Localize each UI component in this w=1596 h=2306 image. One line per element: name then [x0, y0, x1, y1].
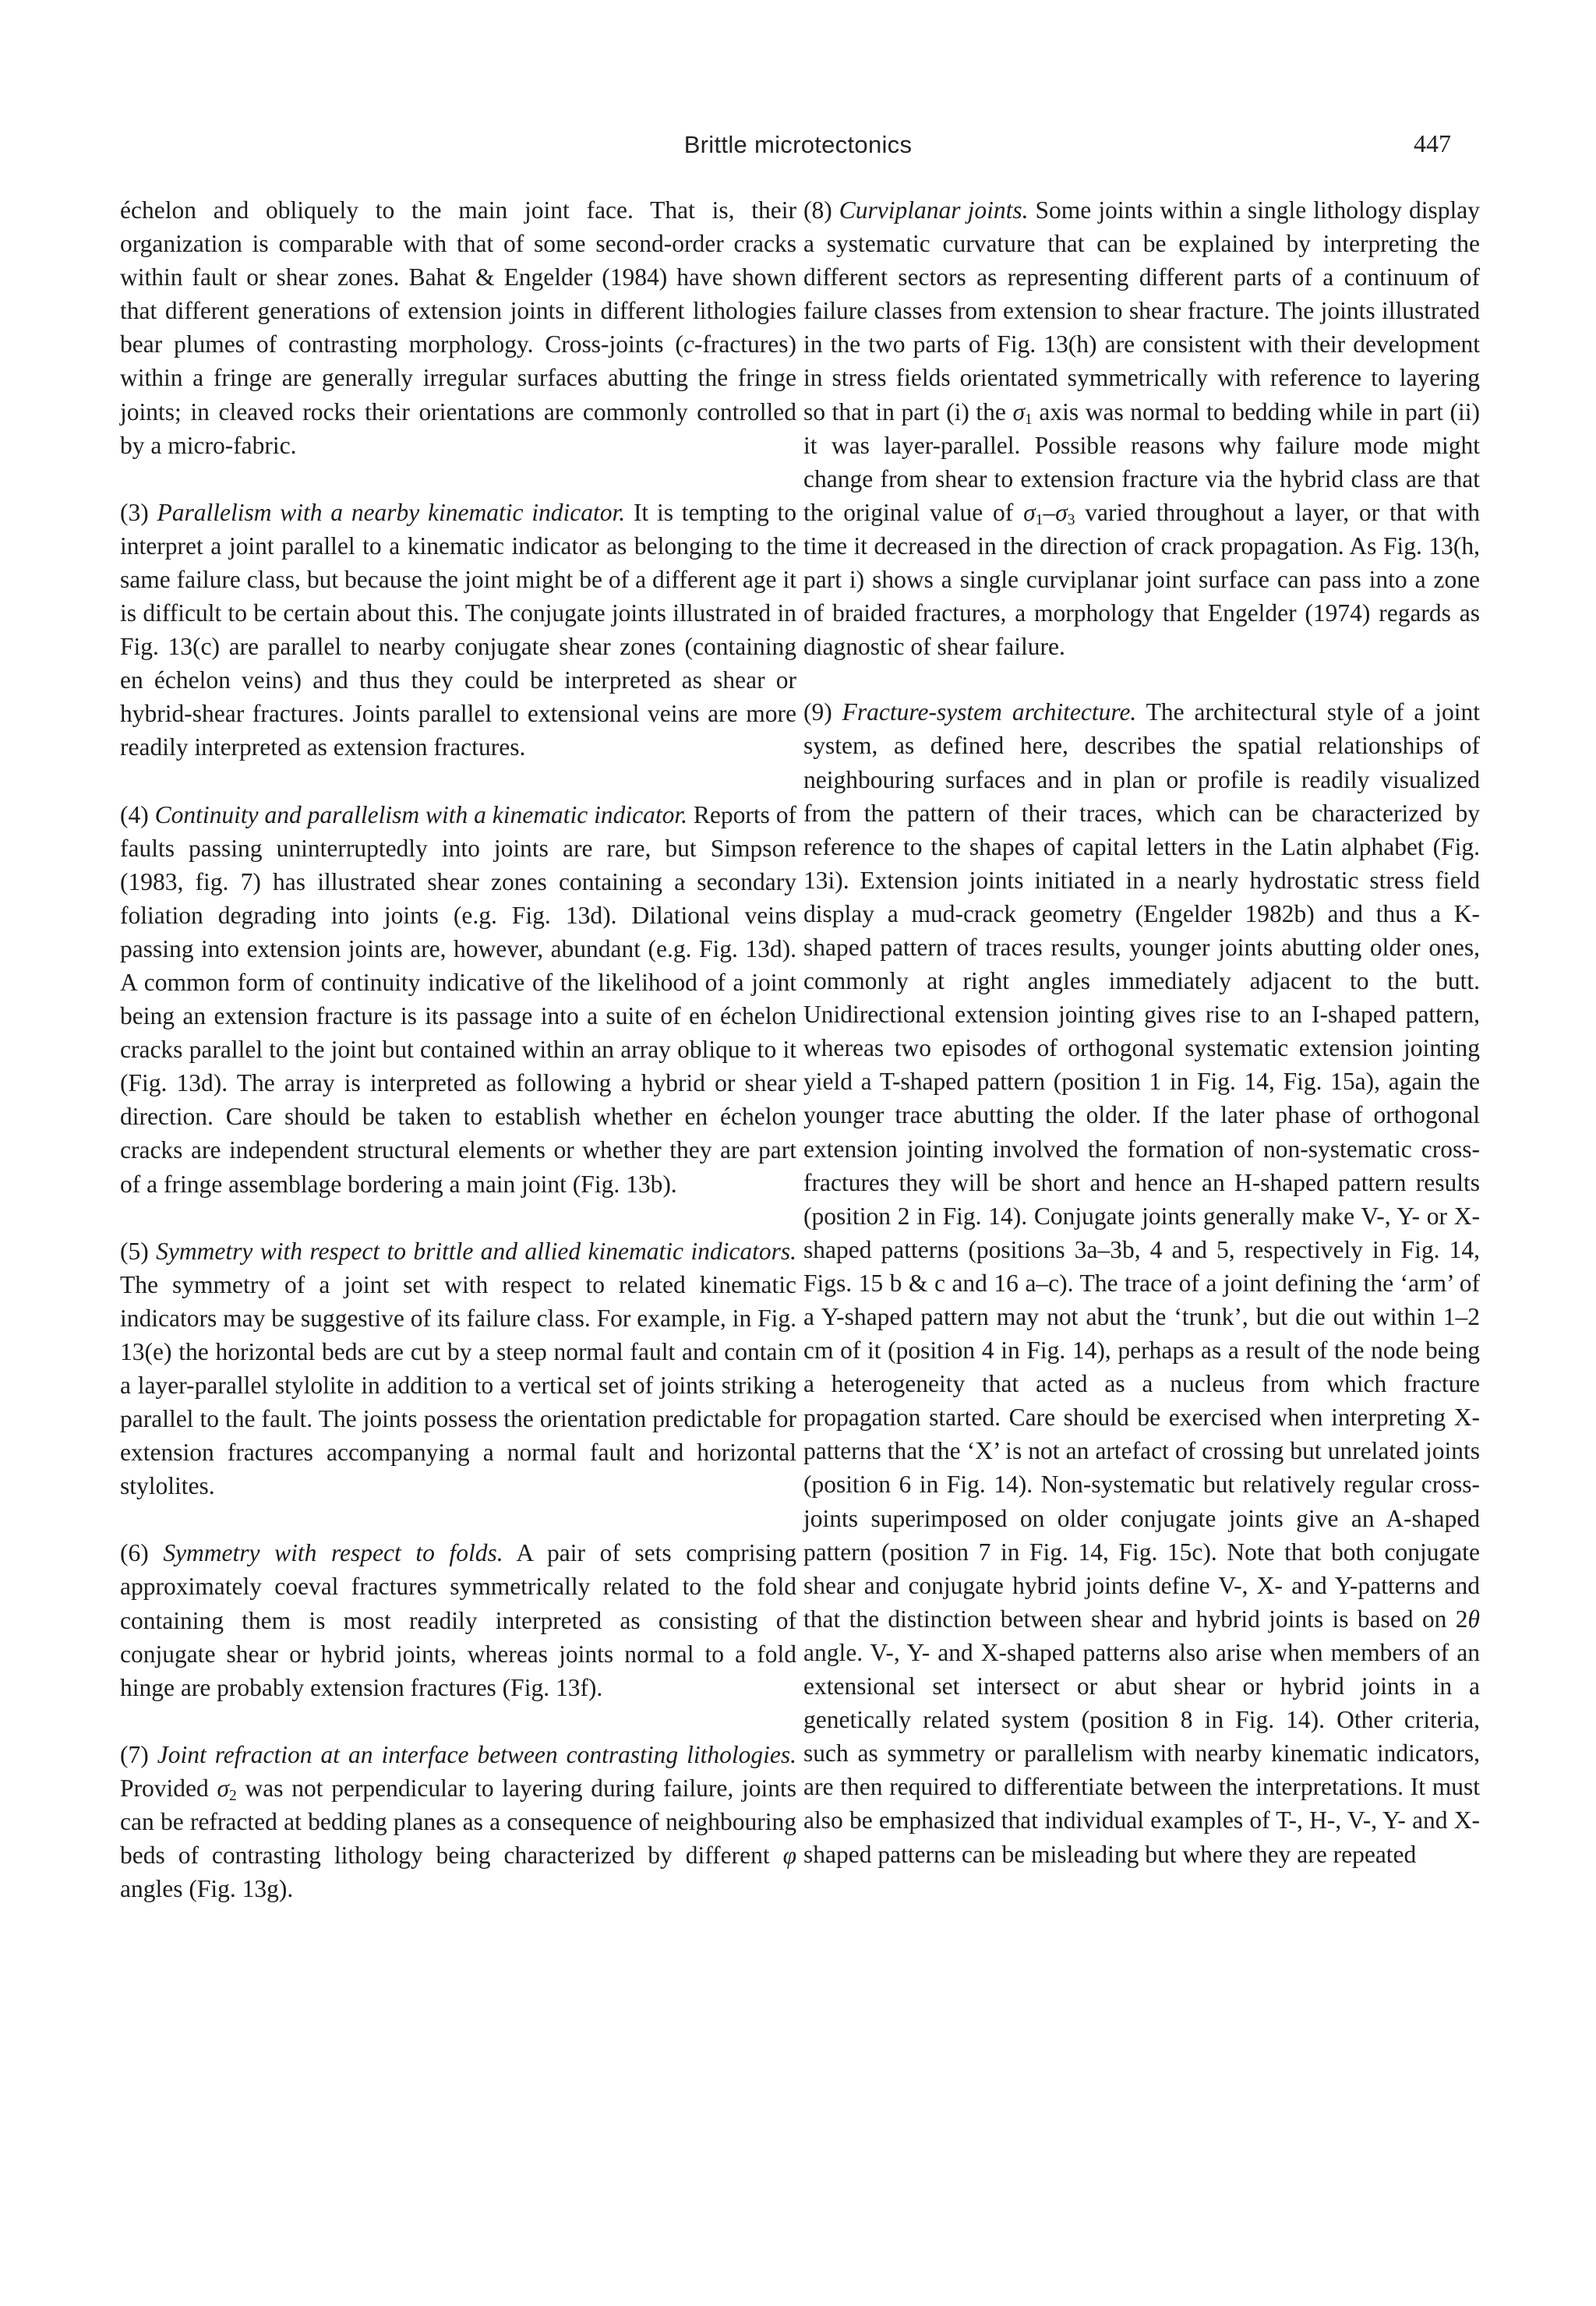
paragraph-number: (5): [120, 1237, 157, 1265]
left-column: [120, 193, 796, 1905]
paragraph-7: [120, 1738, 796, 1905]
paragraph-body-end: angles (Fig. 13g).: [120, 1875, 294, 1903]
running-title: Brittle microtectonics: [683, 131, 913, 158]
sigma-symbol: σ: [1023, 498, 1036, 526]
paragraph-3: [120, 496, 796, 765]
paragraph-heading: Continuity and parallelism with a kinematic indicator.: [154, 800, 688, 828]
paragraph-body: Provided: [120, 1774, 217, 1802]
paragraph-body: A pair of sets comprising approximately coeval fractures symmetrically related to the fold containing them is most readily interpreted as consisting of conjugate shear or hybrid joints, whereas joints normal to a fold hinge are probably extension fractures (Fig. 13f).: [120, 1539, 796, 1701]
paragraph-body-continued: was not perpendicular to layering during failure, joints can be refracted at bedding planes as a consequence of neighbouring beds of contrasting lithology being characterized by different: [120, 1774, 796, 1870]
paragraph-heading: Fracture-system architecture.: [842, 698, 1137, 726]
paragraph-body-tail: -fractures) within a fringe are generally irregular surfaces abutting the fringe joints; in cleaved rocks their orientations are commonly controlled by a micro-fabric.: [120, 330, 796, 459]
right-column: [803, 193, 1480, 1871]
sigma-subscript-3: 3: [1067, 511, 1075, 528]
sigma-symbol: σ: [1012, 397, 1026, 426]
paragraph-number: (9): [803, 698, 842, 726]
en-dash: –: [1043, 498, 1056, 526]
paragraph-8: [803, 193, 1480, 663]
paragraph-number: (4): [120, 800, 155, 828]
paragraph-body-continued: axis was normal to bedding while in part (ii) it was layer-parallel. Possible reasons why failure mode might change from shear to extension fracture via the hybrid class are that the original value of: [803, 397, 1480, 526]
sigma-subscript-1: 1: [1035, 511, 1043, 528]
paragraph-5: [120, 1234, 796, 1503]
paragraph-4: [120, 798, 796, 1201]
paragraph-body: Some joints within a single lithology display a systematic curvature that can be explained by interpreting the different sectors as representing different parts of a continuum of failure classes from extension to shear fracture. The joints illustrated in the two parts of Fig. 13(h) are consistent with their development in stress fields orientated symmetrically with reference to layering so that in part (i) the: [803, 196, 1481, 426]
paragraph-body: Reports of faults passing uninterruptedly into joints are rare, but Simpson (1983, fig. 7) has illustrated shear zones containing a secondary foliation degrading into joints (e.g. Fig. 13d). Dilational veins passing into extension joints are, however, abundant (e.g. Fig. 13d). A common form of continuity indicative of the likelihood of a joint being an extension fracture is its passage into a suite of en échelon cracks parallel to the joint but contained within an array oblique to it (Fig. 13d). The array is interpreted as following a hybrid or shear direction. Care should be taken to establish whether en échelon cracks are independent structural elements or whether they are part of a fringe assemblage bordering a main joint (Fig. 13b).: [120, 800, 797, 1198]
paragraph-heading: Curviplanar joints.: [839, 196, 1029, 224]
paragraph-9: [803, 695, 1480, 1870]
paragraph-number: (3): [120, 498, 157, 526]
sigma-symbol: σ: [1055, 498, 1068, 526]
paragraph-continuation: [120, 193, 796, 462]
paragraph-heading: Parallelism with a nearby kinematic indicator.: [157, 498, 626, 526]
phi-symbol: φ: [782, 1842, 796, 1870]
sigma-symbol: σ: [217, 1774, 230, 1802]
paragraph-heading: Symmetry with respect to brittle and allied kinematic indicators.: [156, 1237, 796, 1265]
paragraph-number: (7): [120, 1740, 157, 1768]
paragraph-body-end: varied throughout a layer, or that with time it decreased in the direction of crack propagation. As Fig. 13(h, part i) shows a single curviplanar joint surface can pass into a zone of braided fractures, a morphology that Engelder (1974) regards as diagnostic of shear failure.: [803, 498, 1480, 661]
paragraph-number: (8): [803, 196, 839, 224]
italic-c: c: [683, 330, 694, 358]
theta-symbol: θ: [1467, 1605, 1480, 1633]
sigma-subscript: 2: [229, 1787, 237, 1804]
paragraph-heading: Symmetry with respect to folds.: [163, 1539, 503, 1567]
paragraph-body-continued: angle. V-, Y- and X-shaped patterns also arise when members of an extensional set intersect or abut shear or hybrid joints in a genetically related system (position 8 in Fig. 14). Other criteria, such as symmetry or parallelism with nearby kinematic indicators, are then required to differentiate between the interpretations. It must also be emphasized that individual examples of T-, H-, V-, Y- and X-shaped patterns can be misleading but where they are repeated: [803, 1638, 1480, 1868]
paragraph-body: The architectural style of a joint system, as defined here, describes the spatial relationships of neighbouring surfaces and in plan or profile is readily visualized from the pattern of their traces, which can be characterized by reference to the shapes of capital letters in the Latin alphabet (Fig. 13i). Extension joints initiated in a nearly hydrostatic stress field display a mud-crack geometry (Engelder 1982b) and thus a K-shaped pattern of traces results, younger joints abutting older ones, commonly at right angles immediately adjacent to the butt. Unidirectional extension jointing gives rise to an I-shaped pattern, whereas two episodes of orthogonal systematic extension jointing yield a T-shaped pattern (position 1 in Fig. 14, Fig. 15a), again the younger trace abutting the older. If the later phase of orthogonal extension jointing involved the formation of non-systematic cross-fractures they will be short and hence an H-shaped pattern results (position 2 in Fig. 14). Conjugate joints generally make V-, Y- or X-shaped patterns (positions 3a–3b, 4 and 5, respectively in Fig. 14, Figs. 15 b & c and 16 a–c). The trace of a joint defining the ‘arm’ of a Y-shaped pattern may not abut the ‘trunk’, but die out within 1–2 cm of it (position 4 in Fig. 14), perhaps as a result of the node being a heterogeneity that acted as a nucleus from which fracture propagation started. Care should be exercised when interpreting X-patterns that the ‘X’ is not an artefact of crossing but unrelated joints (position 6 in Fig. 14). Non-systematic but relatively regular cross-joints superimposed on older conjugate joints give an A-shaped pattern (position 7 in Fig. 14, Fig. 15c). Note that both conjugate shear and conjugate hybrid joints define V-, X- and Y-patterns and that the distinction between shear and hybrid joints is based on 2: [803, 698, 1481, 1633]
paragraph-heading: Joint refraction at an interface between contrasting lithologies.: [157, 1740, 797, 1768]
sigma-subscript-1: 1: [1025, 411, 1033, 428]
paragraph-number: (6): [120, 1539, 164, 1567]
paragraph-6: [120, 1536, 796, 1704]
paragraph-body: échelon and obliquely to the main joint face. That is, their organization is comparable with that of some second-order cracks within fault or shear zones. Bahat & Engelder (1984) have shown that different generations of extension joints in different lithologies bear plumes of contrasting morphology. Cross-joints (: [120, 196, 796, 358]
paragraph-body: It is tempting to interpret a joint parallel to a kinematic indicator as belonging to the same failure class, but because the joint might be of a different age it is difficult to be certain about this. The conjugate joints illustrated in Fig. 13(c) are parallel to nearby conjugate shear zones (containing en échelon veins) and thus they could be interpreted as shear or hybrid-shear fractures. Joints parallel to extensional veins are more readily interpreted as extension fractures.: [120, 498, 796, 761]
paragraph-body: The symmetry of a joint set with respect to related kinematic indicators may be suggestive of its failure class. For example, in Fig. 13(e) the horizontal beds are cut by a steep normal fault and contain a layer-parallel stylolite in addition to a vertical set of joints striking parallel to the fault. The joints possess the orientation predictable for extension fractures accompanying a normal fault and horizontal stylolites.: [120, 1270, 796, 1500]
page-number: 447: [1414, 129, 1451, 157]
